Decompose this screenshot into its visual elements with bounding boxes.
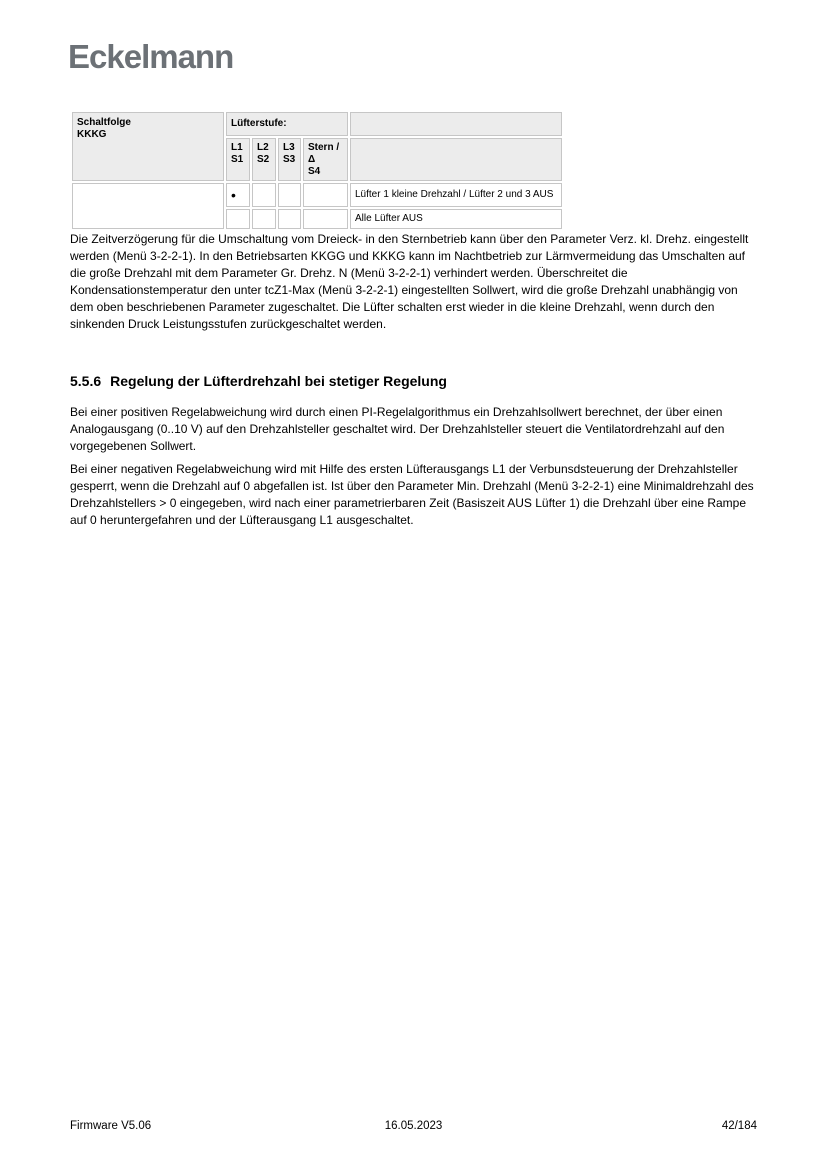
table-row xyxy=(72,183,562,207)
state-cell-l3 xyxy=(278,209,301,229)
state-dot-l1: • xyxy=(226,183,250,207)
section-title: Regelung der Lüfterdrehzahl bei stetiger Regelung xyxy=(110,373,447,389)
state-cell-l2 xyxy=(252,209,276,229)
stage-column-l2 xyxy=(252,138,276,181)
stage-l2-label: L2 xyxy=(257,142,269,153)
paragraph-delay-switching: Die Zeitverzögerung für die Umschaltung vom Dreieck- in den Sternbetrieb kann über den Parameter Verz. kl. Drehz. eingestellt werden (Menü 3-2-2-1). In den Betriebsarten KKGG und KKKG kann im Nachtbetrieb zur Lärmvermeidung das Umschalten auf die große Drehzahl mit dem Parameter Gr. Drehz. N (Menü 3-2-2-1) verhindert werden. Überschreitet die Kondensationstemperatur den unter tcZ1-Max (Menü 3-2-2-1) eingestellten Sollwert, wird die große Drehzahl unabhängig von dem oben beschriebenen Parameter zugeschaltet. Die Lüfter schalten erst wieder in die kleine Drehzahl, wenn durch den sinkenden Druck Leistungsstufen zurückgeschaltet werden. xyxy=(70,232,749,331)
state-cell-l1 xyxy=(226,209,250,229)
state-cell-l3 xyxy=(278,183,301,207)
state-cell-s4 xyxy=(303,183,348,207)
stage-column-stern xyxy=(303,138,348,181)
table-header-schaltfolge xyxy=(72,112,224,181)
footer-firmware-version: Firmware V5.06 xyxy=(70,1120,152,1132)
state-cell-l2 xyxy=(252,183,276,207)
paragraph-positive-deviation: Bei einer positiven Regelabweichung wird durch einen PI-Regelalgorithmus ein Drehzahlsollwert berechnet, der über einen Analogausgang (0..10 V) auf den Drehzahlsteller geschaltet wird. Der Drehzahlsteller steuert die Ventilatordrehzahl auf den vorgegebenen Sollwert. xyxy=(70,405,725,453)
eckelmann-logo: Eckelmann xyxy=(68,38,234,75)
switching-sequence-table xyxy=(70,110,564,231)
stage-stern-label: Stern / Δ xyxy=(308,142,340,165)
footer-date: 16.05.2023 xyxy=(384,1120,443,1132)
stage-s2-label: S2 xyxy=(257,154,270,165)
stage-header-description-spacer xyxy=(350,138,562,181)
section-number: 5.5.6 xyxy=(70,373,102,389)
table-header-description-spacer xyxy=(350,112,562,136)
row-description: Alle Lüfter AUS xyxy=(350,209,562,229)
stage-s1-label: S1 xyxy=(231,154,244,165)
paragraph-negative-deviation: Bei einer negativen Regelabweichung wird mit Hilfe des ersten Lüfterausgangs L1 der Verbunsdsteuerung der Drehzahlsteller gesperrt, wenn die Drehzahl auf 0 abgefallen ist. Ist über den Parameter Min. Drehzahl (Menü 3-2-2-1) eine Minimaldrehzahl des Drehzahlstellers > 0 eingegeben, wird nach einer parametrierbaren Zeit (Basiszeit AUS Lüfter 1) die Drehzahl über eine Rampe auf 0 heruntergefahren und der Lüfterausgang L1 ausgeschaltet. xyxy=(70,462,754,527)
row-description: Lüfter 1 kleine Drehzahl / Lüfter 2 und 3 AUS xyxy=(350,183,562,207)
stage-s3-label: S3 xyxy=(283,154,296,165)
stage-l3-label: L3 xyxy=(283,142,295,153)
section-heading xyxy=(70,373,447,389)
stage-column-l3 xyxy=(278,138,301,181)
stage-l1-label: L1 xyxy=(231,142,243,153)
schaltfolge-empty-cell xyxy=(72,183,224,229)
footer-page-number: 42/184 xyxy=(721,1120,757,1132)
schaltfolge-label: Schaltfolge xyxy=(77,117,131,128)
stage-column-l1 xyxy=(226,138,250,181)
table-header-row-group xyxy=(72,112,562,136)
table-header-luefterstufe: Lüfterstufe: xyxy=(226,112,348,136)
schaltfolge-mode: KKKG xyxy=(77,129,107,140)
stage-s4-label: S4 xyxy=(308,166,321,177)
state-cell-s4 xyxy=(303,209,348,229)
